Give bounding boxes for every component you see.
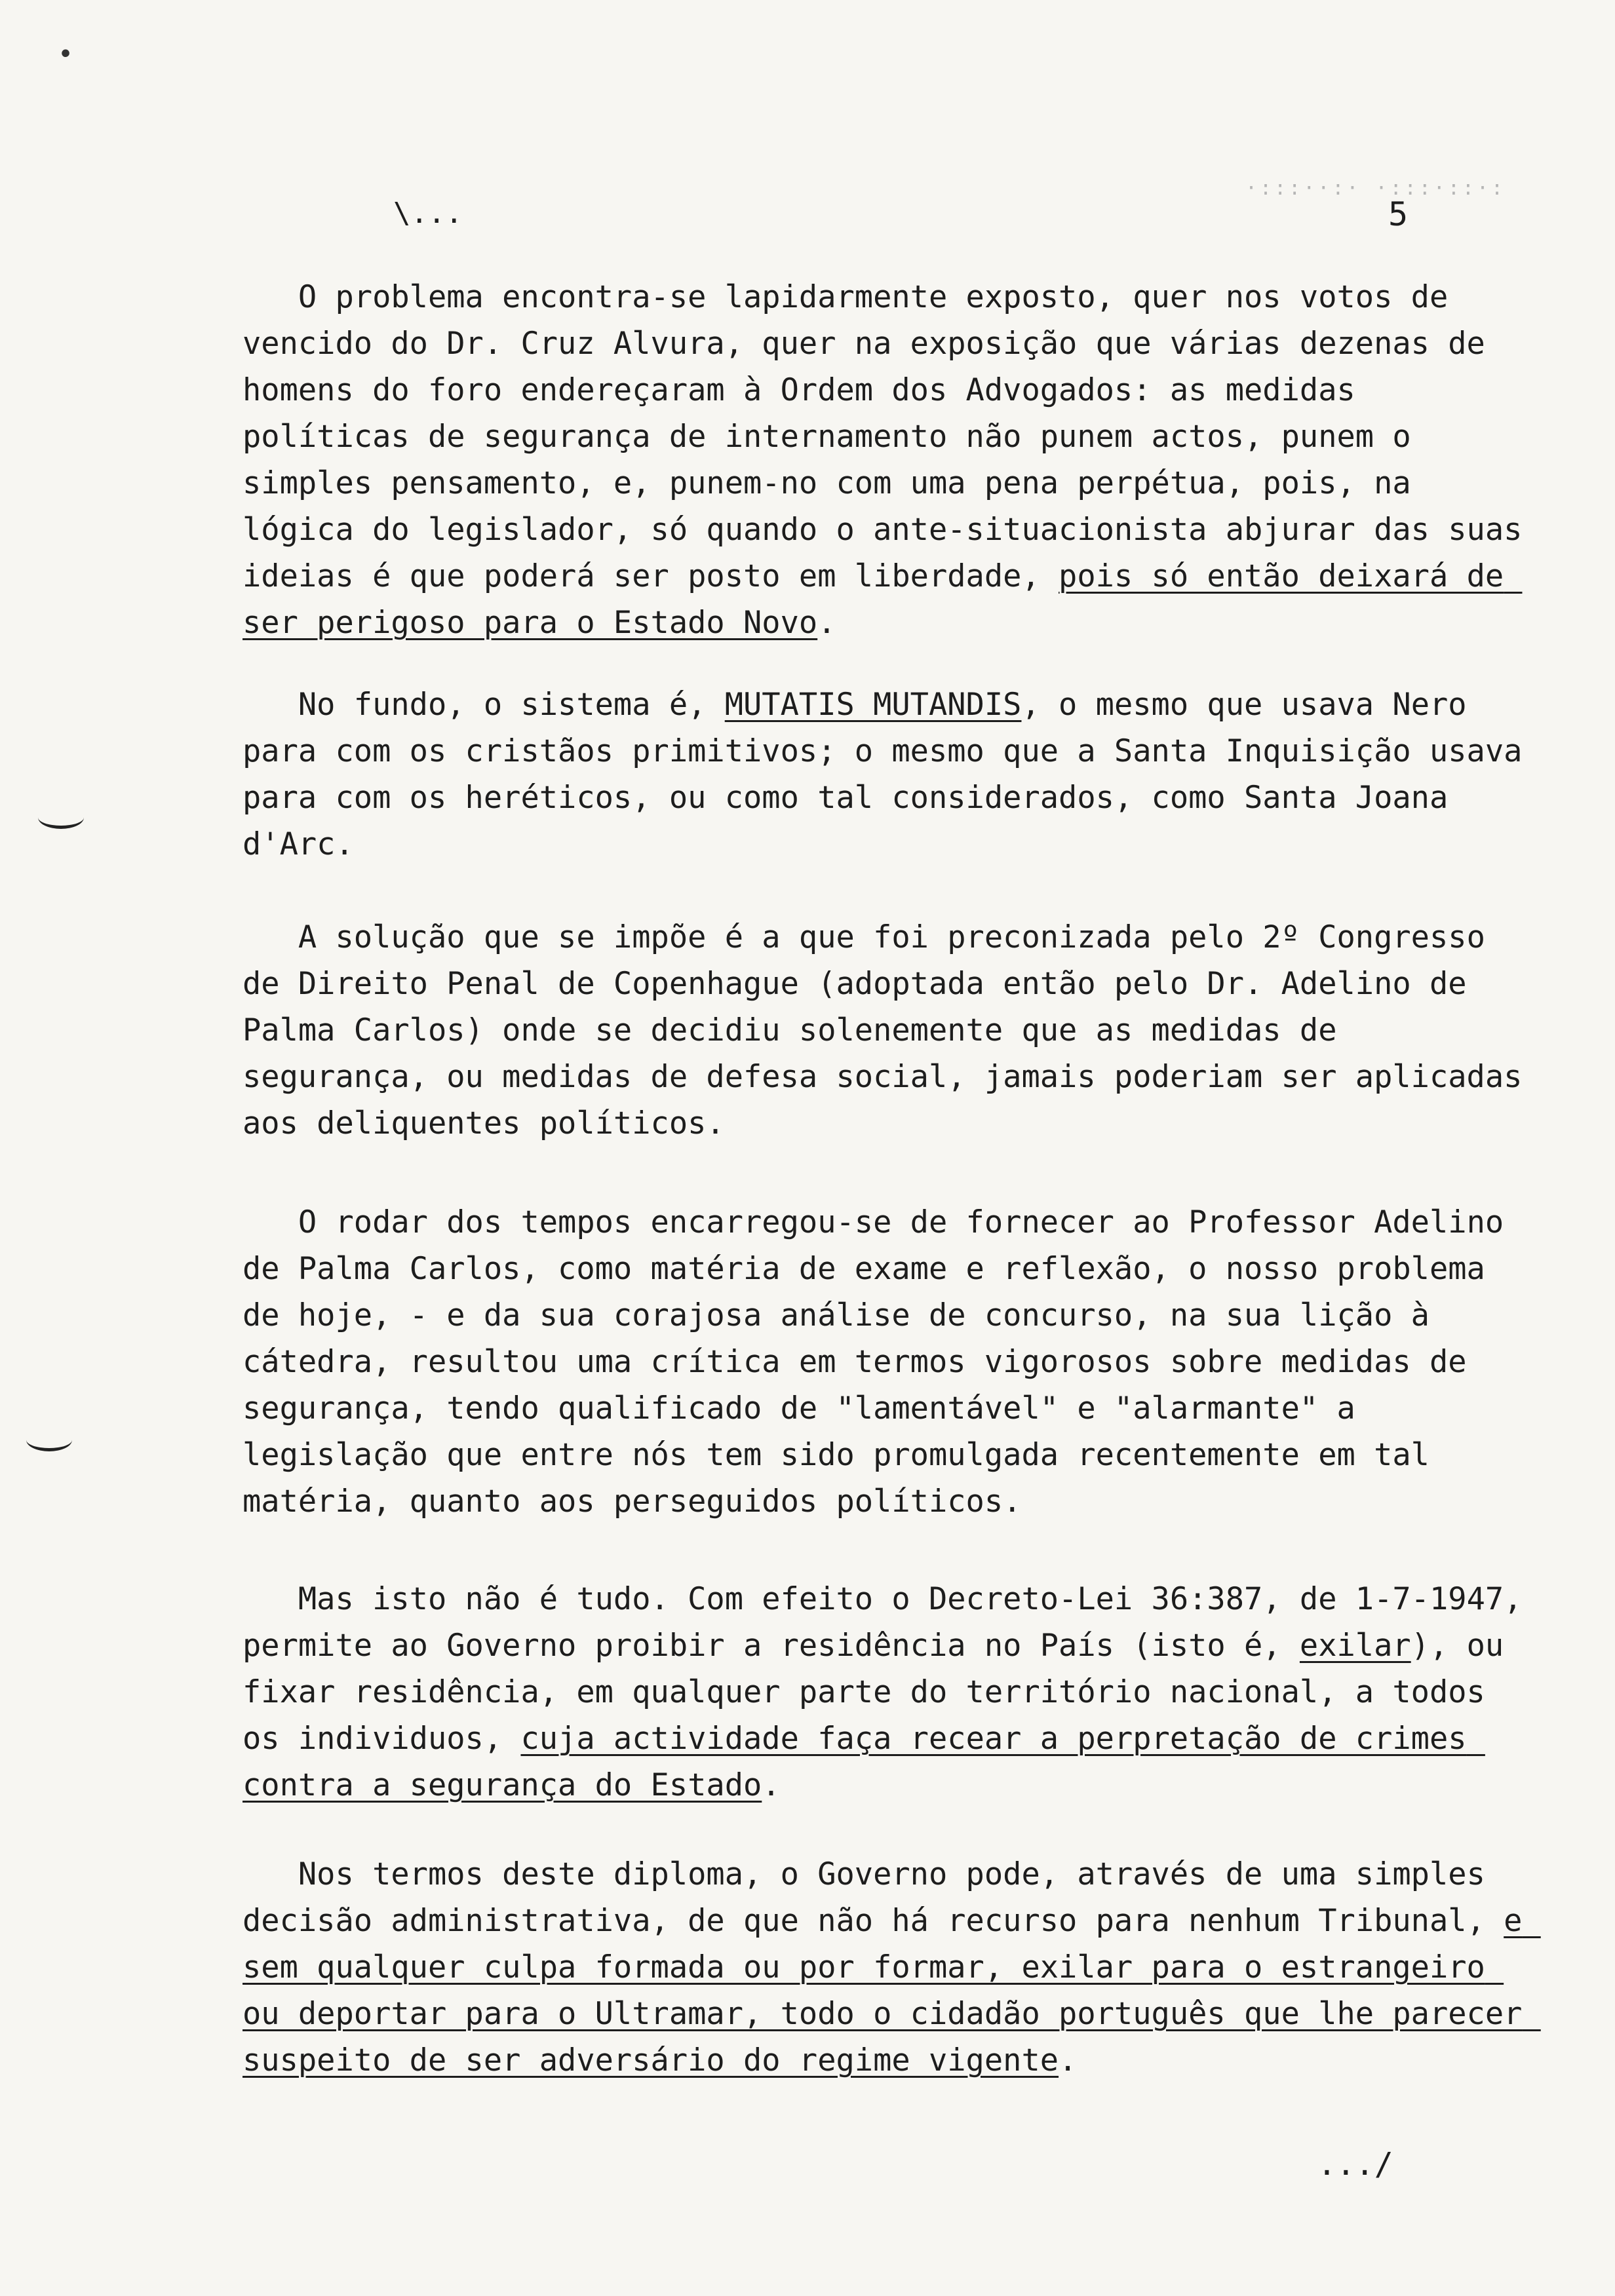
underlined-text: pois só então deixará de ser perigoso para o Estado Novo bbox=[243, 558, 1523, 641]
underlined-text: exilar bbox=[1299, 1628, 1411, 1664]
speck-mark: • bbox=[58, 39, 74, 69]
text-segment: . bbox=[817, 605, 836, 641]
text-segment: . bbox=[762, 1767, 781, 1803]
faint-stamp: ·:::··:· ·:::·::·: bbox=[1245, 177, 1506, 200]
paragraph-6 bbox=[243, 1851, 1541, 2084]
paragraph-indent bbox=[243, 1204, 298, 1240]
paragraph-text bbox=[243, 274, 1541, 646]
paragraph-indent bbox=[243, 1856, 298, 1892]
paragraph-3 bbox=[243, 914, 1541, 1147]
text-segment: Nos termos deste diploma, o Governo pode, através de uma simples decisão administrativa, de que não há recurso para nenhum Tribunal, bbox=[243, 1856, 1504, 1939]
paragraph-text bbox=[243, 1851, 1541, 2084]
underlined-text: cuja actividade faça recear a perpretação de crimes contra a segurança do Estado bbox=[243, 1721, 1485, 1803]
text-segment: , o mesmo que usava Nero para com os cristãos primitivos; o mesmo que a Santa Inquisição usava para com os heréticos, ou como tal considerados, como Santa Joana d'Arc. bbox=[243, 687, 1541, 862]
paragraph-text bbox=[243, 681, 1541, 868]
paragraph-indent bbox=[243, 279, 298, 315]
underlined-text: e sem qualquer culpa formada ou por formar, exilar para o estrangeiro ou deportar para o Ultramar, todo o cidadão português que lhe parecer suspeito de ser adversário do regime vigente bbox=[243, 1903, 1541, 2078]
paragraph-text bbox=[243, 1199, 1527, 1525]
paragraph-1 bbox=[243, 274, 1541, 646]
paragraph-text bbox=[243, 914, 1541, 1147]
text-segment: ), ou fixar residência, em qualquer parte do território nacional, a todos os individuos, bbox=[243, 1628, 1523, 1757]
text-segment: O rodar dos tempos encarregou-se de fornecer ao Professor Adelino de Palma Carlos, como matéria de exame e reflexão, o nosso problema de hoje, - e da sua corajosa análise de concurso, na sua lição à cátedra, resultou uma crítica em termos vigorosos sobre medidas de segurança, tendo qualificado de "lamentável" e "alarmante" a legislação que entre nós tem sido promulgada recentemente em tal matéria, quanto aos perseguidos políticos. bbox=[243, 1204, 1523, 1520]
paragraph-4 bbox=[243, 1199, 1527, 1525]
footer-continuation-mark: .../ bbox=[1317, 2146, 1393, 2183]
text-segment: Mas isto não é tudo. Com efeito o Decreto-Lei 36:387, de 1-7-1947, permite ao Governo proibir a residência no País (isto é, bbox=[243, 1581, 1541, 1664]
page-number: 5 bbox=[1388, 195, 1409, 233]
header-continuation-mark: \... bbox=[393, 197, 463, 230]
paragraph-indent bbox=[243, 1581, 298, 1617]
punch-hole-mark bbox=[38, 806, 84, 829]
paragraph-text bbox=[243, 1576, 1541, 1808]
text-segment: A solução que se impõe é a que foi preconizada pelo 2º Congresso de Direito Penal de Copenhague (adoptada então pelo Dr. Adelino de Palma Carlos) onde se decidiu solenemente que as medidas de segurança, ou medidas de defesa social, jamais poderiam ser aplicadas aos deliquentes políticos. bbox=[243, 919, 1541, 1141]
text-segment: No fundo, o sistema é, bbox=[298, 687, 725, 723]
text-segment: . bbox=[1059, 2042, 1078, 2078]
paragraph-5 bbox=[243, 1576, 1541, 1808]
paragraph-2 bbox=[243, 681, 1541, 868]
paragraph-indent bbox=[243, 919, 298, 955]
paragraph-indent bbox=[243, 687, 298, 723]
punch-hole-mark bbox=[26, 1428, 72, 1451]
text-segment: O problema encontra-se lapidarmente exposto, quer nos votos de vencido do Dr. Cruz Alvura, quer na exposição que várias dezenas de homens do foro endereçaram à Ordem dos Advogados: as medidas políticas de segurança de internamento não punem actos, punem o simples pensamento, e, punem-no com uma pena perpétua, pois, na lógica do legislador, só quando o ante-situacionista abjurar das suas ideias é que poderá ser posto em liberdade, bbox=[243, 279, 1541, 594]
underlined-text: MUTATIS MUTANDIS bbox=[724, 687, 1022, 723]
